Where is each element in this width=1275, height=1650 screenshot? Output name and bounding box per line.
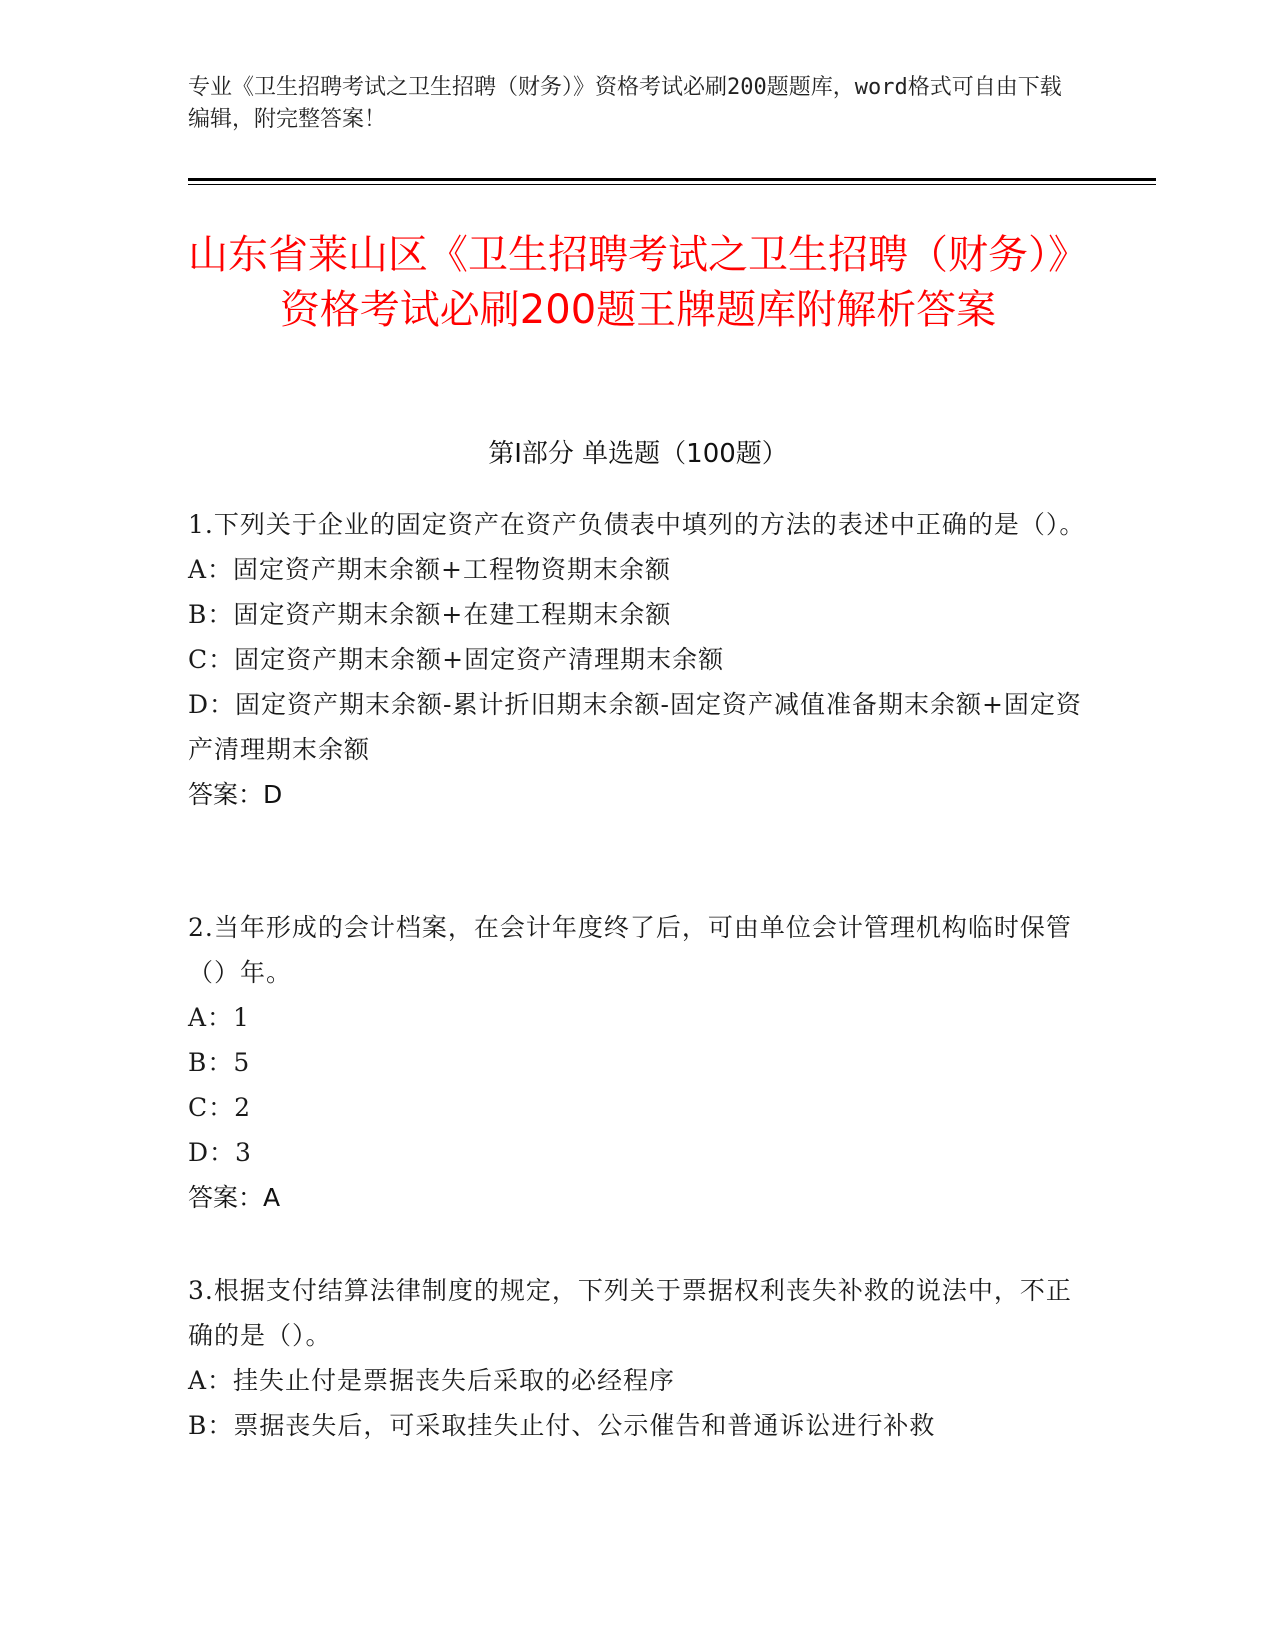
question-stem: 2.当年形成的会计档案，在会计年度终了后，可由单位会计管理机构临时保管（）年。 [188,913,1072,987]
answer: 答案：A [188,1183,281,1212]
option-b: B：票据丧失后，可采取挂失止付、公示催告和普通诉讼进行补救 [188,1411,936,1440]
option-b: B：固定资产期末余额+在建工程期末余额 [188,600,672,629]
section-title: 第Ⅰ部分 单选题（100题） [488,439,788,469]
header-note: 专业《卫生招聘考试之卫生招聘（财务）》资格考试必刷200题题库，word格式可自由下载编辑，附完整答案！ [188,75,1062,132]
option-b: B：5 [188,1048,251,1077]
question-3 [188,1268,1088,1448]
header-divider-thick [188,178,1156,181]
option-a: A：1 [188,1003,250,1032]
answer: 答案：D [188,780,283,809]
option-d: D：固定资产期末余额-累计折旧期末余额-固定资产减值准备期末余额+固定资产清理期末余额 [188,690,1082,764]
question-2 [188,905,1088,1220]
question-1 [188,502,1088,817]
document-title: 山东省莱山区《卫生招聘考试之卫生招聘（财务）》资格考试必刷200题王牌题库附解析答案 [188,232,1088,333]
header-divider-thin [188,184,1156,185]
option-c: C：固定资产期末余额+固定资产清理期末余额 [188,645,725,674]
option-d: D：3 [188,1138,252,1167]
option-a: A：固定资产期末余额+工程物资期末余额 [188,555,672,584]
option-a: A：挂失止付是票据丧失后采取的必经程序 [188,1366,676,1395]
option-c: C：2 [188,1093,252,1122]
question-stem: 1.下列关于企业的固定资产在资产负债表中填列的方法的表述中正确的是（）。 [188,510,1086,539]
question-stem: 3.根据支付结算法律制度的规定，下列关于票据权利丧失补救的说法中，不正确的是（）。 [188,1276,1072,1350]
